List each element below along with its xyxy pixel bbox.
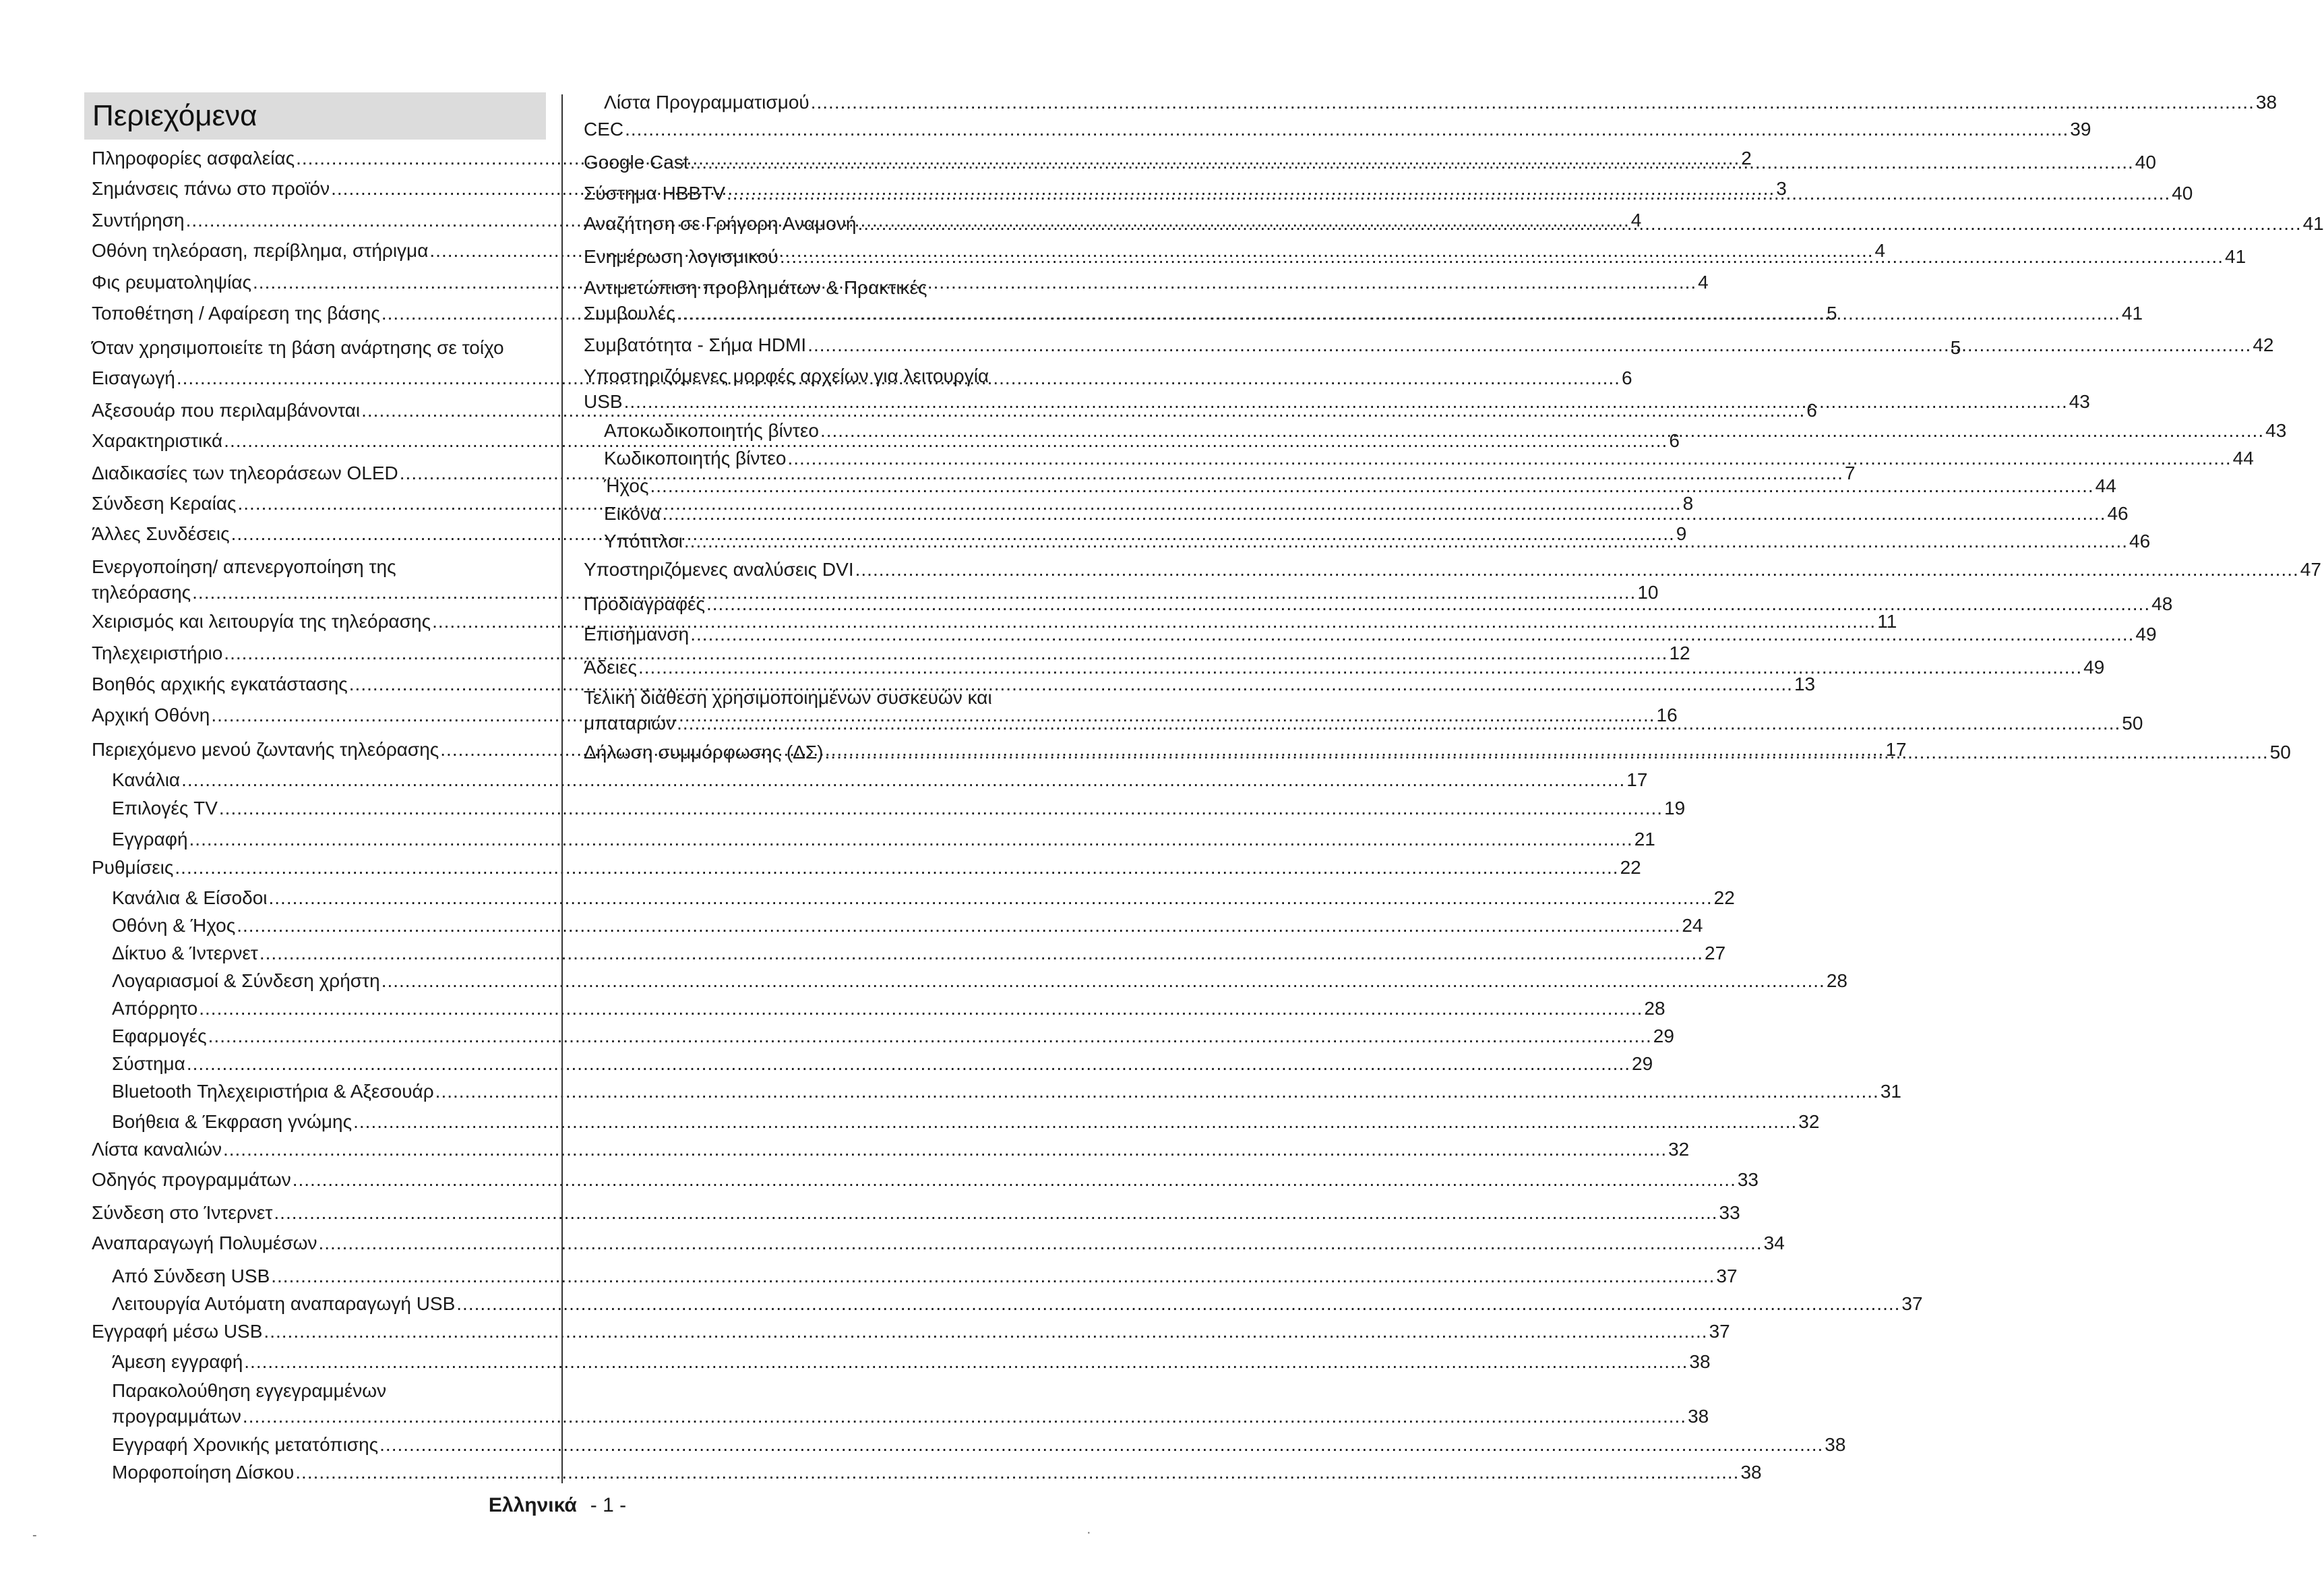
toc-entry-page: 43 bbox=[2069, 391, 2090, 412]
toc-entry bbox=[604, 418, 2287, 444]
toc-entry-page: 4 bbox=[1874, 240, 1886, 261]
toc-entry-title: Όταν χρησιμοποιείτε τη βάση ανάρτησης σε τοίχο bbox=[92, 337, 504, 358]
toc-entry-title: Πληροφορίες ασφαλείας bbox=[92, 148, 295, 169]
dot-leader bbox=[684, 529, 2128, 554]
toc-entry-page: 37 bbox=[1901, 1293, 1923, 1314]
toc-entry-title: Βοήθεια & Έκφραση γνώμης bbox=[112, 1111, 353, 1132]
toc-entry bbox=[112, 913, 1703, 939]
toc-entry-title: τηλεόρασης bbox=[92, 582, 191, 603]
dot-leader bbox=[825, 740, 2269, 765]
toc-entry-page: 19 bbox=[1664, 798, 1686, 819]
toc-entry bbox=[584, 244, 2246, 270]
dot-leader bbox=[690, 150, 2134, 175]
toc-entry-page: 17 bbox=[1885, 739, 1907, 760]
dot-leader bbox=[650, 473, 2093, 499]
toc-entry-title: Οθόνη & Ήχος bbox=[112, 915, 236, 936]
toc-entry-page: 28 bbox=[1644, 998, 1665, 1019]
toc-entry-title: μπαταριών bbox=[584, 713, 676, 734]
toc-entry-title-line1: Υποστηριζόμενες μορφές αρχείων για λειτουργία bbox=[584, 365, 989, 386]
toc-entry-page: 6 bbox=[1806, 400, 1817, 421]
toc-entry bbox=[584, 211, 2324, 237]
toc-entry-page: 38 bbox=[2255, 92, 2277, 113]
toc-entry-title: Εγγραφή μέσω USB bbox=[92, 1321, 263, 1342]
toc-entry-page: 46 bbox=[2107, 503, 2129, 524]
toc-entry-title: Λειτουργία Αυτόματη αναπαραγωγή USB bbox=[112, 1293, 456, 1314]
toc-entry bbox=[584, 557, 2321, 583]
toc-entry-title: Τηλεχειριστήριο bbox=[92, 643, 223, 663]
toc-entry-page: 38 bbox=[1740, 1462, 1762, 1483]
toc-entry-title: Ρυθμίσεις bbox=[92, 857, 174, 878]
toc-entry-page: 10 bbox=[1637, 582, 1659, 603]
toc-entry bbox=[112, 1051, 1653, 1077]
toc-entry-title: Επιλογές TV bbox=[112, 798, 218, 819]
toc-entry-title: Κωδικοποιητής βίντεο bbox=[604, 448, 787, 469]
dot-leader bbox=[857, 211, 2301, 237]
toc-entry-page: 9 bbox=[1676, 523, 1687, 544]
toc-entry-title: Άλλες Συνδέσεις bbox=[92, 523, 230, 544]
toc-entry-page: 2 bbox=[1741, 148, 1752, 169]
toc-entry-page: 29 bbox=[1632, 1053, 1653, 1074]
toc-entry bbox=[604, 529, 2151, 554]
toc-entry bbox=[584, 150, 2156, 175]
toc-entry-page: 17 bbox=[1626, 769, 1648, 790]
toc-entry bbox=[112, 941, 1726, 966]
toc-entry-title-line1: Παρακολούθηση εγγεγραμμένων bbox=[112, 1380, 387, 1401]
corner-mark-left: - bbox=[32, 1528, 37, 1543]
toc-entry-title: CEC bbox=[584, 119, 624, 140]
toc-entry bbox=[112, 996, 1665, 1021]
toc-entry bbox=[112, 827, 1655, 852]
toc-entry-title: Κανάλια bbox=[112, 769, 181, 790]
toc-entry-page: 5 bbox=[1827, 303, 1837, 324]
toc-entry-title: Μορφοποίηση Δίσκου bbox=[112, 1462, 295, 1483]
toc-entry bbox=[112, 1109, 1820, 1135]
toc-entry-page: 41 bbox=[2121, 303, 2143, 324]
toc-entry-page: 41 bbox=[2225, 246, 2246, 267]
toc-entry bbox=[92, 1137, 1690, 1162]
toc-entry-title: Αποκωδικοποιητής βίντεο bbox=[604, 420, 819, 441]
toc-entry bbox=[584, 655, 2105, 680]
toc-entry-page: 6 bbox=[1669, 430, 1680, 451]
toc-entry-title: Εγγραφή Χρονικής μετατόπισης bbox=[112, 1434, 379, 1455]
toc-entry bbox=[584, 117, 2091, 142]
dot-leader bbox=[624, 389, 2068, 415]
toc-entry-page: 40 bbox=[2172, 183, 2193, 204]
toc-entry bbox=[92, 641, 1690, 666]
dot-leader bbox=[780, 244, 2224, 270]
toc-entry-title: Άδειες bbox=[584, 657, 637, 678]
toc-entry-page: 21 bbox=[1634, 829, 1655, 850]
column-divider bbox=[561, 94, 563, 1483]
toc-entry-page: 32 bbox=[1798, 1111, 1820, 1132]
toc-entry bbox=[584, 332, 2274, 358]
toc-entry bbox=[584, 363, 2090, 415]
toc-entry-page: 38 bbox=[1688, 1406, 1709, 1427]
toc-entry-title: Συμβουλές bbox=[584, 303, 675, 324]
toc-entry-title: Σύνδεση Κεραίας bbox=[92, 493, 237, 514]
dot-leader bbox=[625, 117, 2069, 142]
toc-entry-page: 4 bbox=[1698, 272, 1709, 293]
toc-entry-page: 38 bbox=[1689, 1351, 1711, 1372]
toc-entry bbox=[584, 275, 2143, 326]
toc-entry-title: Φις ρευματοληψίας bbox=[92, 272, 252, 293]
footer-language: Ελληνικά bbox=[488, 1494, 577, 1516]
toc-entry-title: Διαδικασίες των τηλεοράσεων OLED bbox=[92, 463, 398, 483]
toc-entry-page: 46 bbox=[2129, 531, 2151, 552]
toc-entry-page: 5 bbox=[1950, 337, 1961, 358]
toc-entry-page: 3 bbox=[1776, 178, 1787, 199]
toc-entry-title: Εφαρμογές bbox=[112, 1025, 207, 1046]
corner-mark-right: · bbox=[1087, 1525, 1091, 1540]
toc-entry-title: Σύνδεση στο Ίντερνετ bbox=[92, 1202, 273, 1223]
dot-leader bbox=[353, 1109, 1797, 1135]
toc-entry-page: 16 bbox=[1656, 705, 1678, 725]
toc-entry-title: Ήχος bbox=[604, 475, 649, 496]
toc-entry-title: USB bbox=[584, 391, 623, 412]
toc-entry bbox=[112, 1349, 1711, 1375]
toc-entry-title: Αναζήτηση σε Γρήγορη Αναμονή bbox=[584, 213, 857, 234]
dot-leader bbox=[706, 591, 2150, 617]
toc-entry-title: Βοηθός αρχικής εγκατάστασης bbox=[92, 674, 348, 694]
toc-entry-title: Υπότιτλοι bbox=[604, 531, 683, 552]
toc-entry-title: Περιεχόμενο μενού ζωντανής τηλεόρασης bbox=[92, 739, 439, 760]
toc-entry-title: Χαρακτηριστικά bbox=[92, 430, 223, 451]
toc-entry-page: 11 bbox=[1877, 611, 1897, 632]
toc-entry-title: Εισαγωγή bbox=[92, 367, 175, 388]
dot-leader bbox=[662, 501, 2106, 527]
toc-entry-title-line1: Ενεργοποίηση/ απενεργοποίηση της bbox=[92, 556, 396, 577]
dot-leader bbox=[677, 711, 2120, 736]
toc-entry-page: 41 bbox=[2302, 213, 2324, 234]
toc-entry-page: 38 bbox=[1825, 1434, 1846, 1455]
toc-entry-page: 44 bbox=[2232, 448, 2254, 469]
toc-entry bbox=[92, 1200, 1740, 1226]
toc-entry bbox=[92, 609, 1897, 634]
toc-entry bbox=[112, 885, 1735, 911]
toc-entry-title-line1: Τελική διάθεση χρησιμοποιημένων συσκευών και bbox=[584, 687, 992, 708]
toc-entry-title: Αξεσουάρ που περιλαμβάνονται bbox=[92, 400, 361, 421]
toc-entry bbox=[92, 1167, 1759, 1193]
toc-entry-page: 37 bbox=[1716, 1266, 1738, 1286]
toc-entry-title: Τοποθέτηση / Αφαίρεση της βάσης bbox=[92, 303, 380, 324]
toc-entry-title: Συμβατότητα - Σήμα HDMI bbox=[584, 334, 807, 355]
toc-entry bbox=[112, 1291, 1923, 1317]
toc-entry-title: Λογαριασμοί & Σύνδεση χρήστη bbox=[112, 970, 380, 991]
toc-entry bbox=[112, 1378, 1709, 1429]
toc-entry-title: Δήλωση συμμόρφωσης (ΔΣ) bbox=[584, 742, 824, 763]
toc-entry-page: 43 bbox=[2265, 420, 2287, 441]
toc-entry-title: Δίκτυο & Ίντερνετ bbox=[112, 943, 258, 963]
dot-leader bbox=[807, 332, 2251, 358]
toc-entry-title: Κανάλια & Είσοδοι bbox=[112, 887, 268, 908]
toc-entry-page: 49 bbox=[2135, 624, 2157, 645]
toc-entry-page: 28 bbox=[1826, 970, 1847, 991]
dot-leader bbox=[677, 301, 2120, 326]
toc-entry bbox=[584, 622, 2157, 647]
toc-entry-page: 44 bbox=[2095, 475, 2116, 496]
toc-entry bbox=[112, 796, 1686, 821]
toc-entry-page: 7 bbox=[1844, 463, 1856, 483]
toc-entry-page: 47 bbox=[2300, 559, 2321, 580]
toc-entry-page: 27 bbox=[1705, 943, 1726, 963]
toc-entry-page: 42 bbox=[2253, 334, 2274, 355]
toc-entry-page: 50 bbox=[2122, 713, 2143, 734]
toc-entry-title: Υποστηριζόμενες αναλύσεις DVI bbox=[584, 559, 854, 580]
toc-entry-page: 22 bbox=[1713, 887, 1735, 908]
toc-entry-title: Επισήμανση bbox=[584, 624, 690, 645]
toc-entry-title: Bluetooth Τηλεχειριστήρια & Αξεσουάρ bbox=[112, 1081, 434, 1102]
dot-leader bbox=[318, 1230, 1762, 1256]
toc-entry-title: Από Σύνδεση USB bbox=[112, 1266, 270, 1286]
toc-entry bbox=[604, 473, 2116, 499]
toc-entry bbox=[112, 1079, 1901, 1104]
toc-entry-title: Εικόνα bbox=[604, 503, 661, 524]
toc-entry-title: Χειρισμός και λειτουργία της τηλεόρασης bbox=[92, 611, 431, 632]
dot-leader bbox=[820, 418, 2264, 444]
toc-entry-page: 12 bbox=[1669, 643, 1690, 663]
toc-entry-title: Σύστημα HBBTV bbox=[584, 183, 725, 204]
toc-entry bbox=[112, 1023, 1674, 1049]
toc-entry bbox=[112, 968, 1847, 994]
toc-entry-title-line1: Αντιμετώπιση προβλημάτων & Πρακτικές bbox=[584, 277, 927, 298]
toc-entry-title: Άμεση εγγραφή bbox=[112, 1351, 243, 1372]
toc-entry-title: Προδιαγραφές bbox=[584, 593, 705, 614]
toc-entry-page: 39 bbox=[2070, 119, 2091, 140]
dot-leader bbox=[727, 181, 2170, 206]
toc-entry-page: 34 bbox=[1763, 1232, 1785, 1253]
footer-page-number: - 1 - bbox=[590, 1494, 627, 1516]
toc-entry-title: Ενημέρωση λογισμικού bbox=[584, 246, 778, 267]
dot-leader bbox=[638, 655, 2082, 680]
toc-entry-title: Λίστα καναλιών bbox=[92, 1139, 222, 1160]
toc-entry-page: 8 bbox=[1682, 493, 1694, 514]
toc-entry-title: προγραμμάτων bbox=[112, 1406, 241, 1427]
toc-entry-page: 40 bbox=[2135, 152, 2156, 173]
dot-leader bbox=[787, 446, 2231, 471]
toc-entry bbox=[112, 1432, 1846, 1458]
toc-entry-title: Συντήρηση bbox=[92, 210, 185, 231]
toc-entry bbox=[604, 501, 2129, 527]
dot-leader bbox=[855, 557, 2299, 583]
toc-entry-title: Αρχική Οθόνη bbox=[92, 705, 210, 725]
toc-entry-page: 37 bbox=[1709, 1321, 1730, 1342]
toc-entry-page: 29 bbox=[1653, 1025, 1674, 1046]
toc-entry-page: 22 bbox=[1620, 857, 1641, 878]
toc-entry bbox=[584, 181, 2193, 206]
toc-entry-page: 48 bbox=[2151, 593, 2173, 614]
toc-entry-title: Οδηγός προγραμμάτων bbox=[92, 1169, 291, 1190]
toc-entry bbox=[92, 1319, 1730, 1344]
toc-entry bbox=[92, 1230, 1785, 1256]
toc-entry-title: Google Cast bbox=[584, 152, 689, 173]
toc-entry-page: 31 bbox=[1880, 1081, 1901, 1102]
toc-entry-title: Σημάνσεις πάνω στο προϊόν bbox=[92, 178, 330, 199]
dot-leader bbox=[811, 90, 2255, 115]
toc-entry-page: 49 bbox=[2083, 657, 2105, 678]
toc-entry bbox=[604, 446, 2254, 471]
toc-title: Περιεχόμενα bbox=[84, 92, 546, 140]
dot-leader bbox=[690, 622, 2134, 647]
toc-entry bbox=[92, 855, 1641, 881]
page-footer bbox=[0, 1492, 1115, 1519]
toc-entry-title: Λίστα Προγραμματισμού bbox=[604, 92, 809, 113]
toc-entry-page: 6 bbox=[1621, 367, 1632, 388]
toc-entry-page: 33 bbox=[1737, 1169, 1759, 1190]
toc-entry-title: Εγγραφή bbox=[112, 829, 188, 850]
toc-entry bbox=[604, 90, 2277, 115]
toc-entry-page: 33 bbox=[1719, 1202, 1740, 1223]
toc-entry-page: 4 bbox=[1630, 210, 1642, 231]
toc-entry bbox=[112, 1263, 1738, 1289]
toc-entry-page: 32 bbox=[1668, 1139, 1690, 1160]
toc-entry-page: 13 bbox=[1794, 674, 1816, 694]
toc-entry-title: Οθόνη τηλεόραση, περίβλημα, στήριγμα bbox=[92, 240, 429, 261]
toc-entry bbox=[112, 767, 1648, 793]
toc-entry-title: Απόρρητο bbox=[112, 998, 198, 1019]
toc-entry-title: Αναπαραγωγή Πολυμέσων bbox=[92, 1232, 317, 1253]
toc-entry bbox=[92, 672, 1816, 697]
toc-entry-page: 24 bbox=[1682, 915, 1703, 936]
toc-entry-page: 50 bbox=[2269, 742, 2291, 763]
toc-entry-title: Σύστημα bbox=[112, 1053, 185, 1074]
toc-entry bbox=[112, 1460, 1762, 1485]
